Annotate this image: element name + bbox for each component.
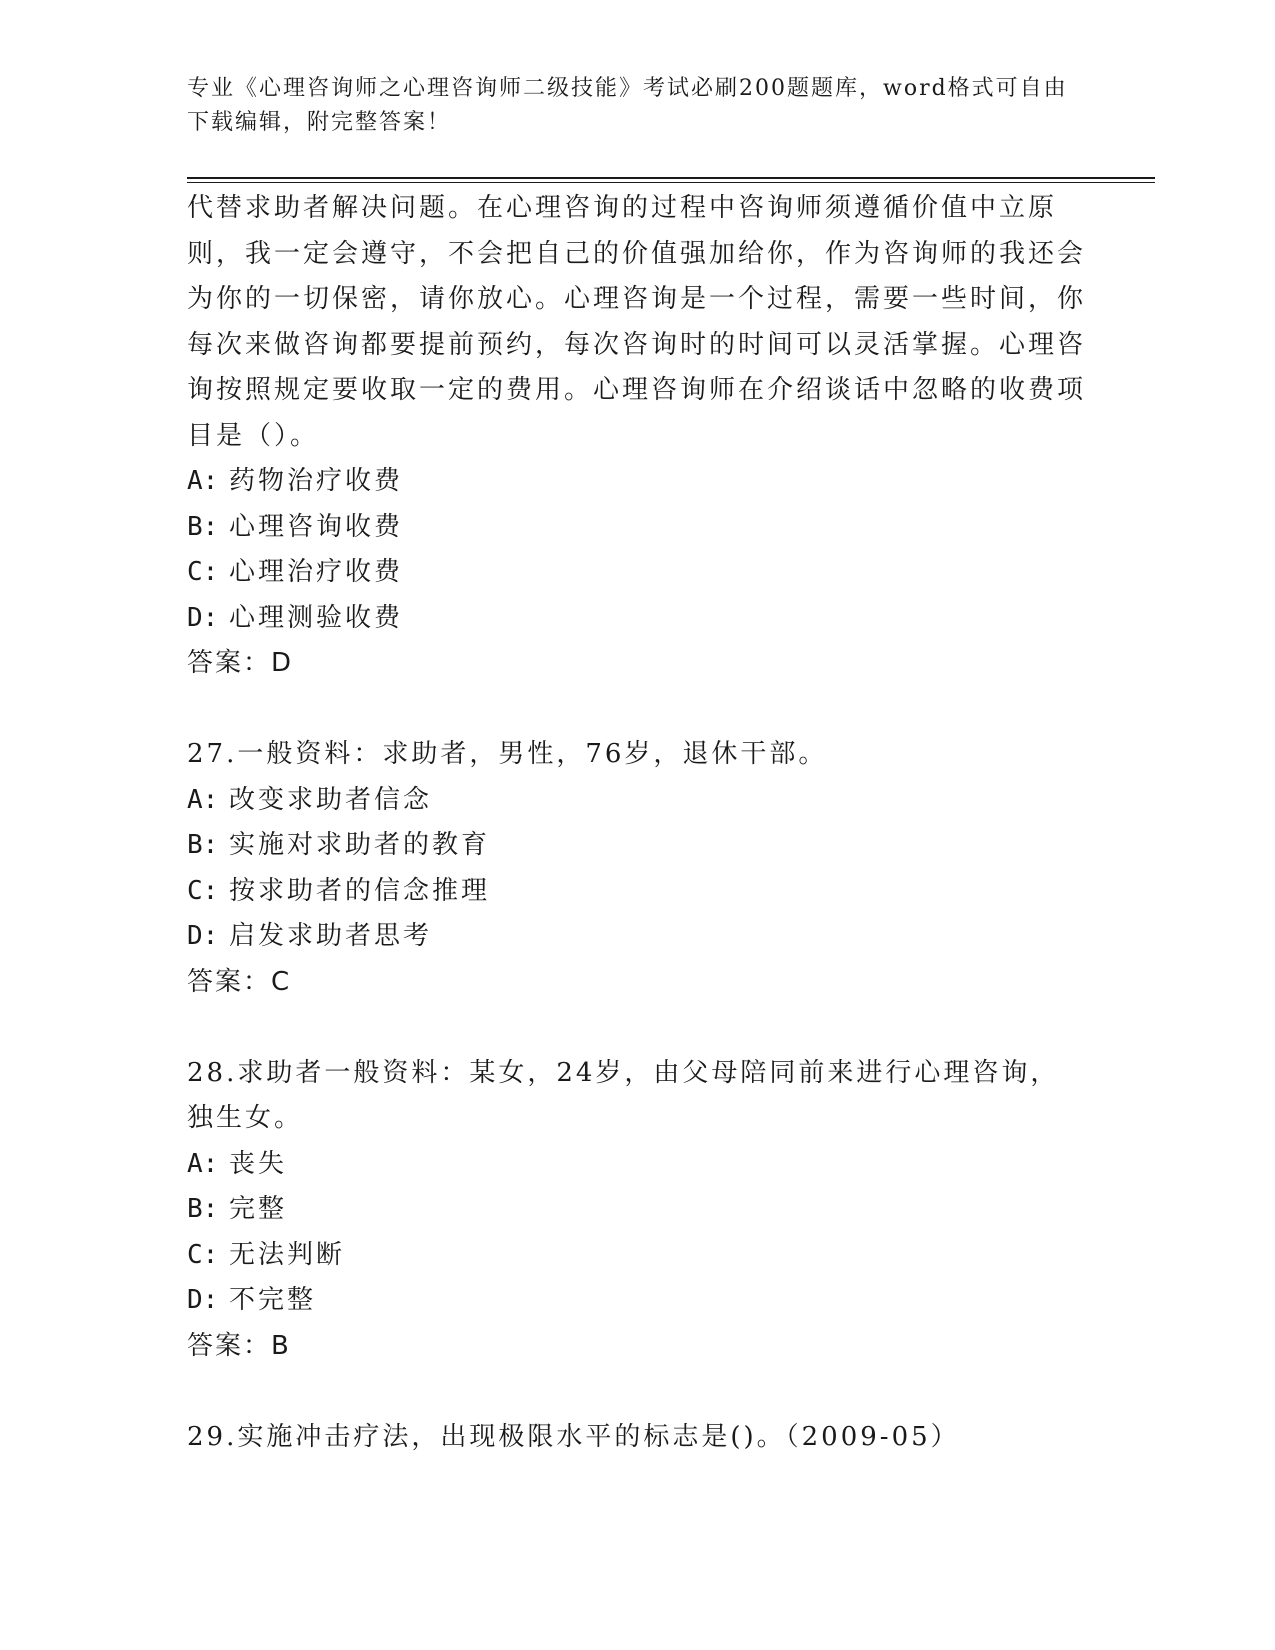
option-text: 不完整 bbox=[229, 1285, 317, 1315]
option-b bbox=[187, 823, 1087, 869]
option-text: 心理咨询收费 bbox=[229, 511, 404, 542]
answer-line: 答案：C bbox=[187, 966, 292, 997]
document-header bbox=[187, 72, 1087, 140]
option-letter: A: bbox=[187, 466, 219, 496]
header-title: 专业《心理咨询师之心理咨询师二级技能》考试必刷200题题库，word格式可自由下载编辑，附完整答案！ bbox=[187, 76, 1068, 135]
option-letter: A: bbox=[187, 1148, 219, 1179]
option-b bbox=[187, 1187, 1087, 1233]
option-letter: C: bbox=[187, 1239, 219, 1270]
header-divider-thin bbox=[187, 182, 1155, 183]
spacer bbox=[187, 1369, 1087, 1415]
option-text: 心理治疗收费 bbox=[229, 557, 404, 587]
option-letter: D: bbox=[187, 602, 219, 633]
option-letter: B: bbox=[187, 1194, 219, 1224]
option-letter: D: bbox=[187, 921, 219, 951]
option-text: 按求助者的信念推理 bbox=[229, 875, 491, 906]
option-text: 完整 bbox=[229, 1194, 288, 1224]
option-c bbox=[187, 1233, 1087, 1279]
option-c bbox=[187, 869, 1087, 915]
option-text: 心理测验收费 bbox=[229, 602, 404, 633]
option-letter: C: bbox=[187, 557, 219, 587]
option-text: 无法判断 bbox=[229, 1239, 346, 1270]
answer-line: 答案：D bbox=[187, 648, 294, 678]
question-stem: 代替求助者解决问题。在心理咨询的过程中咨询师须遵循价值中立原则，我一定会遵守，不会把自己的价值强加给你，作为咨询师的我还会为你的一切保密，请你放心。心理咨询是一个过程，需要一些时间，你每次来做咨询都要提前预约，每次咨询时的时间可以灵活掌握。心理咨询按照规定要收取一定的费用。心理咨询师在介绍谈话中忽略的收费项目是（）。 bbox=[187, 193, 1087, 451]
option-d bbox=[187, 596, 1087, 642]
option-d bbox=[187, 1278, 1087, 1324]
question-29 bbox=[187, 1415, 1087, 1461]
option-text: 丧失 bbox=[229, 1148, 288, 1179]
option-d bbox=[187, 914, 1087, 960]
spacer bbox=[187, 1005, 1087, 1051]
question-stem: 27.一般资料：求助者，男性，76岁，退休干部。 bbox=[187, 739, 828, 769]
option-c bbox=[187, 550, 1087, 596]
option-letter: B: bbox=[187, 830, 219, 860]
question-stem: 29.实施冲击疗法，出现极限水平的标志是()。（2009-05） bbox=[187, 1421, 960, 1452]
option-letter: C: bbox=[187, 875, 219, 906]
question-27 bbox=[187, 732, 1087, 1005]
question-28 bbox=[187, 1051, 1087, 1370]
header-divider-thick bbox=[187, 177, 1155, 179]
option-letter: B: bbox=[187, 511, 219, 542]
option-b bbox=[187, 505, 1087, 551]
document-body bbox=[187, 186, 1087, 1460]
option-letter: D: bbox=[187, 1285, 219, 1315]
option-a bbox=[187, 778, 1087, 824]
option-a bbox=[187, 1142, 1087, 1188]
option-text: 实施对求助者的教育 bbox=[229, 830, 491, 860]
option-text: 改变求助者信念 bbox=[229, 784, 433, 815]
spacer bbox=[187, 687, 1087, 733]
question-26 bbox=[187, 186, 1087, 687]
option-letter: A: bbox=[187, 784, 219, 815]
option-a bbox=[187, 459, 1087, 505]
question-stem: 28.求助者一般资料：某女，24岁，由父母陪同前来进行心理咨询，独生女。 bbox=[187, 1057, 1060, 1133]
option-text: 启发求助者思考 bbox=[229, 921, 433, 951]
option-text: 药物治疗收费 bbox=[229, 466, 404, 496]
answer-line: 答案：B bbox=[187, 1330, 291, 1361]
